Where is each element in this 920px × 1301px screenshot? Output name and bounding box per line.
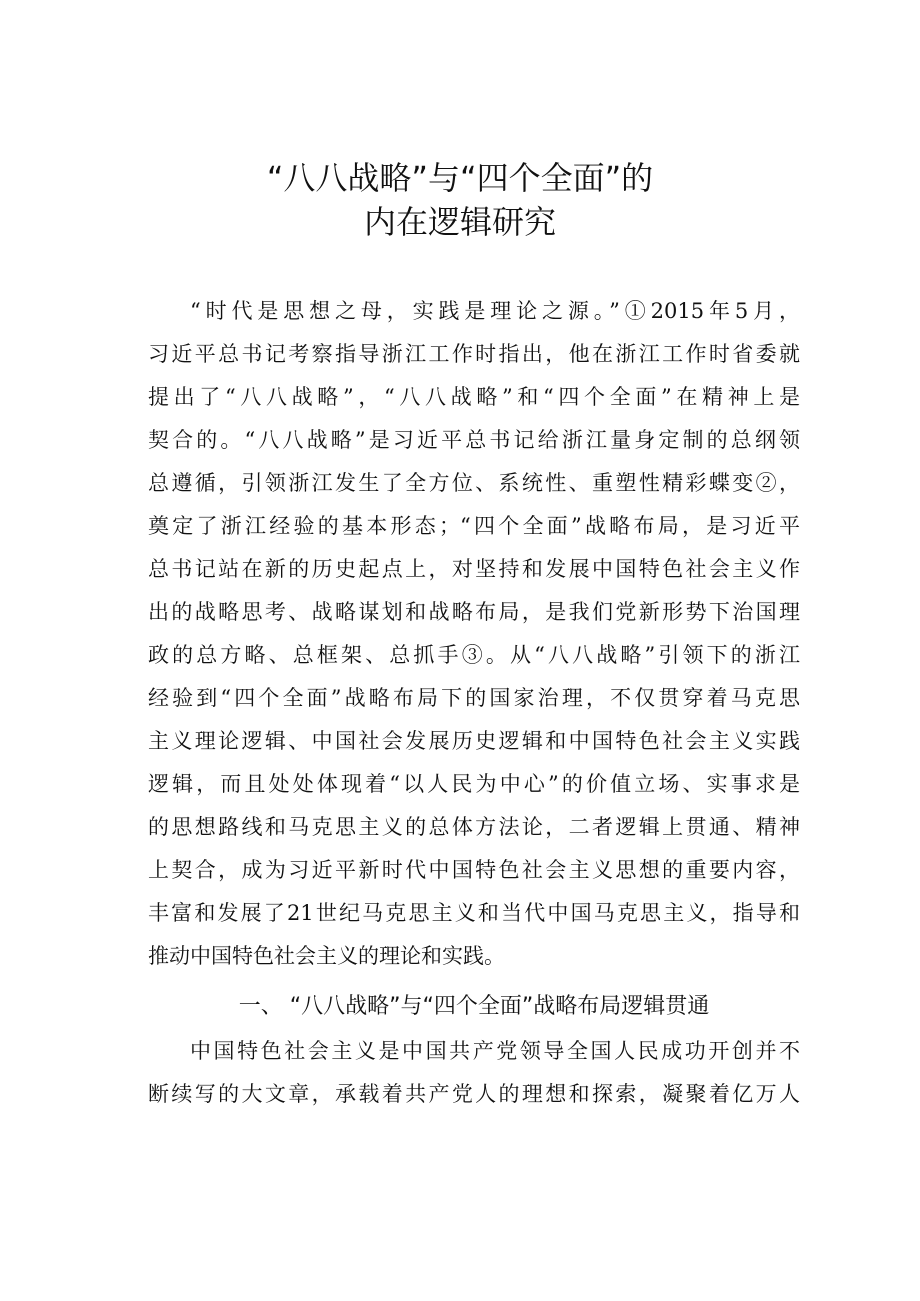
paragraph-line: 丰富和发展了21世纪马克思主义和当代中国马克思主义，指导和 (148, 901, 800, 925)
paragraph-line: 的思想路线和马克思主义的总体方法论，二者逻辑上贯通、精神 (148, 815, 800, 839)
section-heading-1: 一、 “八八战略”与“四个全面”战略布局逻辑贯通 (238, 994, 710, 1019)
paragraph-line: 断续写的大文章，承载着共产党人的理想和探索，凝聚着亿万人 (148, 1082, 800, 1106)
paragraph-line: 契合的。“八八战略”是习近平总书记给浙江量身定制的总纲领 (148, 428, 800, 452)
paragraph-line: 习近平总书记考察指导浙江工作时指出，他在浙江工作时省委就 (148, 342, 800, 366)
paragraph-line: 总遵循，引领浙江发生了全方位、系统性、重塑性精彩蝶变②， (148, 471, 800, 495)
paragraph-line: 奠定了浙江经验的基本形态；“四个全面”战略布局，是习近平 (148, 514, 800, 538)
document-title-line-2: 内在逻辑研究 (363, 203, 556, 241)
paragraph-line: 推动中国特色社会主义的理论和实践。 (148, 944, 505, 968)
paragraph-line: 逻辑，而且处处体现着“以人民为中心”的价值立场、实事求是 (148, 772, 800, 796)
paragraph-line: 出的战略思考、战略谋划和战略布局，是我们党新形势下治国理 (148, 600, 800, 624)
paragraph-line: 主义理论逻辑、中国社会发展历史逻辑和中国特色社会主义实践 (148, 729, 800, 753)
paragraph-line: 上契合，成为习近平新时代中国特色社会主义思想的重要内容， (148, 858, 800, 882)
paragraph-line: 经验到“四个全面”战略布局下的国家治理，不仅贯穿着马克思 (148, 686, 800, 710)
paragraph-line: 中国特色社会主义是中国共产党领导全国人民成功开创并不 (190, 1039, 800, 1063)
paragraph-line: 总书记站在新的历史起点上，对坚持和发展中国特色社会主义作 (148, 557, 800, 581)
paragraph-2 (148, 1030, 800, 1116)
document-title-line-1: “八八战略”与“四个全面”的 (266, 159, 654, 197)
paragraph-1 (148, 290, 800, 978)
paragraph-line: 政的总方略、总框架、总抓手③。从“八八战略”引领下的浙江 (148, 643, 800, 667)
paragraph-line: 提出了“八八战略”，“八八战略”和“四个全面”在精神上是 (148, 385, 800, 409)
paragraph-line: “时代是思想之母，实践是理论之源。”①2015年5月， (190, 299, 800, 323)
